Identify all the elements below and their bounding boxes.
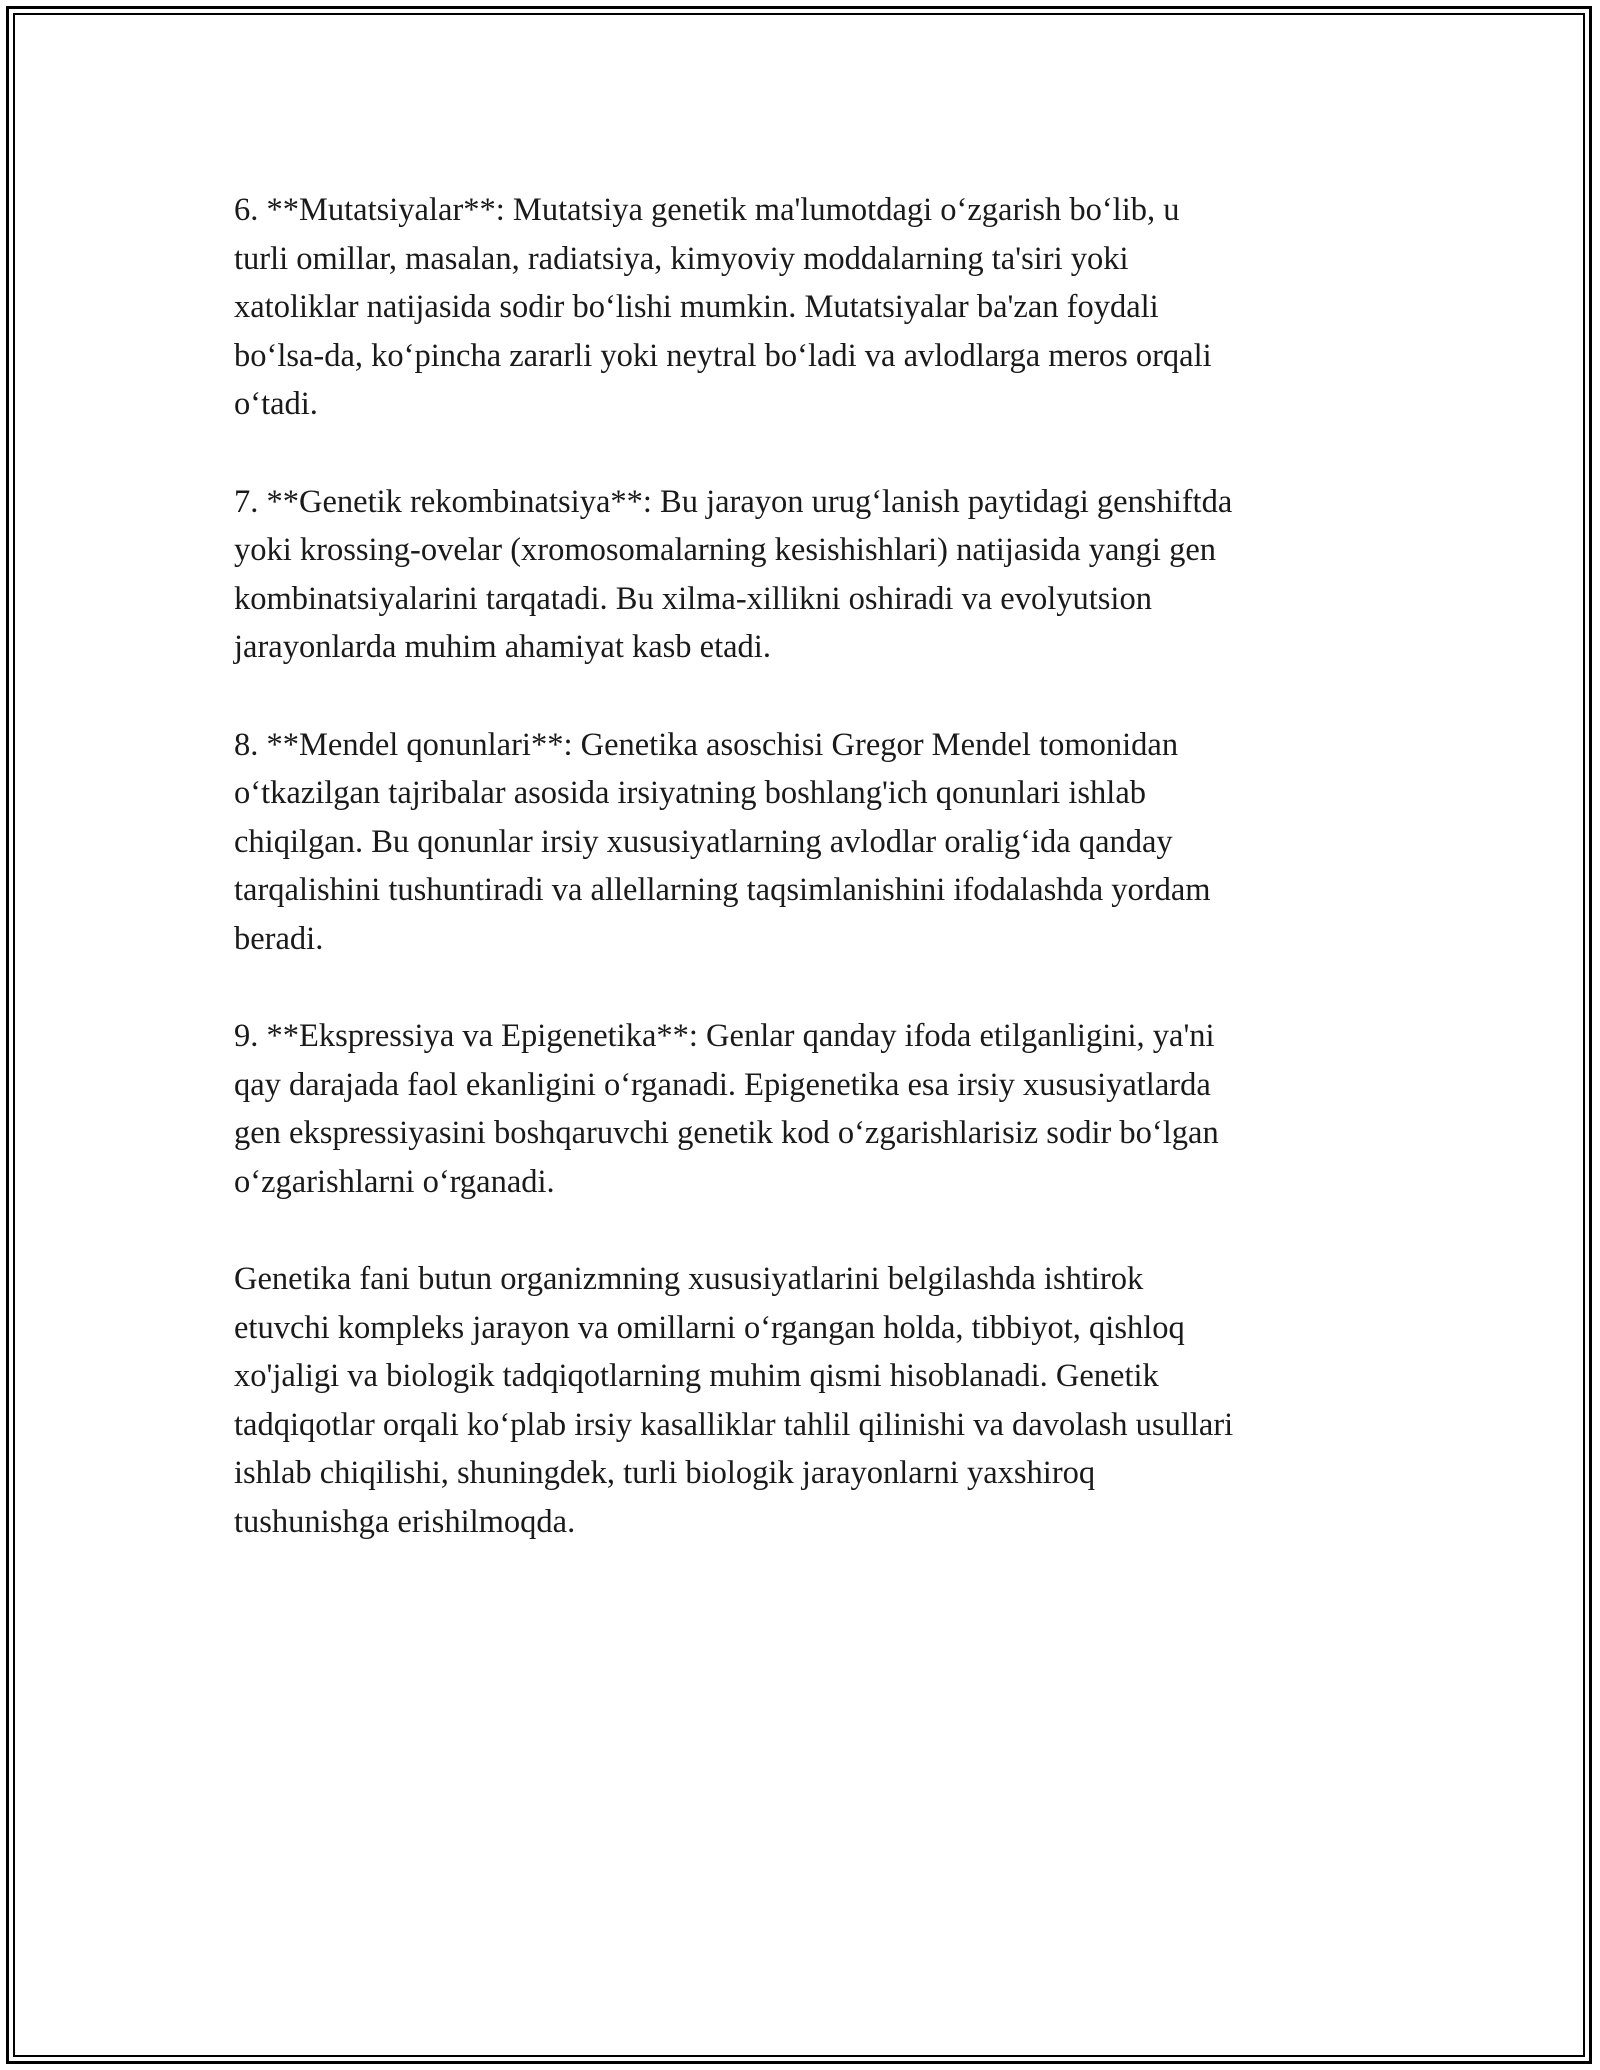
paragraph-mendel-qonunlari: 8. **Mendel qonunlari**: Genetika asoschisi Gregor Mendel tomonidan o‘tkazilgan tajribalar asosida irsiyatning boshlang'ich qonunlari ishlab chiqilgan. Bu qonunlar irsiy xususiyatlarning avlodlar oralig‘ida qanday tarqalishini tushuntiradi va allellarning taqsimlanishini ifodalashda yordam beradi. [234, 726, 1211, 957]
paragraph-conclusion: Genetika fani butun organizmning xususiyatlarini belgilashda ishtirok etuvchi kompleks jarayon va omillarni o‘rgangan holda, tibbiyot, qishloq xo'jaligi va biologik tadqiqotlarning muhim qismi hisoblanadi. Genetik tadqiqotlar orqali ko‘plab irsiy kasalliklar tahlil qilinishi va davolash usullari ishlab chiqilishi, shuningdek, turli biologik jarayonlarni yaxshiroq tushunishga erishilmoqda. [234, 1261, 1234, 1541]
document-body [234, 186, 1374, 1595]
paragraph-genetik-rekombinatsiya: 7. **Genetik rekombinatsiya**: Bu jarayon urug‘lanish paytidagi genshiftda yoki krossing-ovelar (xromosomalarning kesishishlari) natijasida yangi gen kombinatsiyalarini tarqatadi. Bu xilma-xillikni oshiradi va evolyutsion jarayonlarda muhim ahamiyat kasb etadi. [234, 483, 1233, 666]
paragraph-mutatsiyalar: 6. **Mutatsiyalar**: Mutatsiya genetik ma'lumotdagi o‘zgarish bo‘lib, u turli omillar, masalan, radiatsiya, kimyoviy moddalarning ta'siri yoki xatoliklar natijasida sodir bo‘lishi mumkin. Mutatsiyalar ba'zan foydali bo‘lsa-da, ko‘pincha zararli yoki neytral bo‘ladi va avlodlarga meros orqali o‘tadi. [234, 192, 1212, 423]
paragraph-ekspressiya-epigenetika: 9. **Ekspressiya va Epigenetika**: Genlar qanday ifoda etilganligini, ya'ni qay darajada faol ekanligini o‘rganadi. Epigenetika esa irsiy xususiyatlarda gen ekspressiyasini boshqaruvchi genetik kod o‘zgarishlarisiz sodir bo‘lgan o‘zgarishlarni o‘rganadi. [234, 1018, 1219, 1200]
